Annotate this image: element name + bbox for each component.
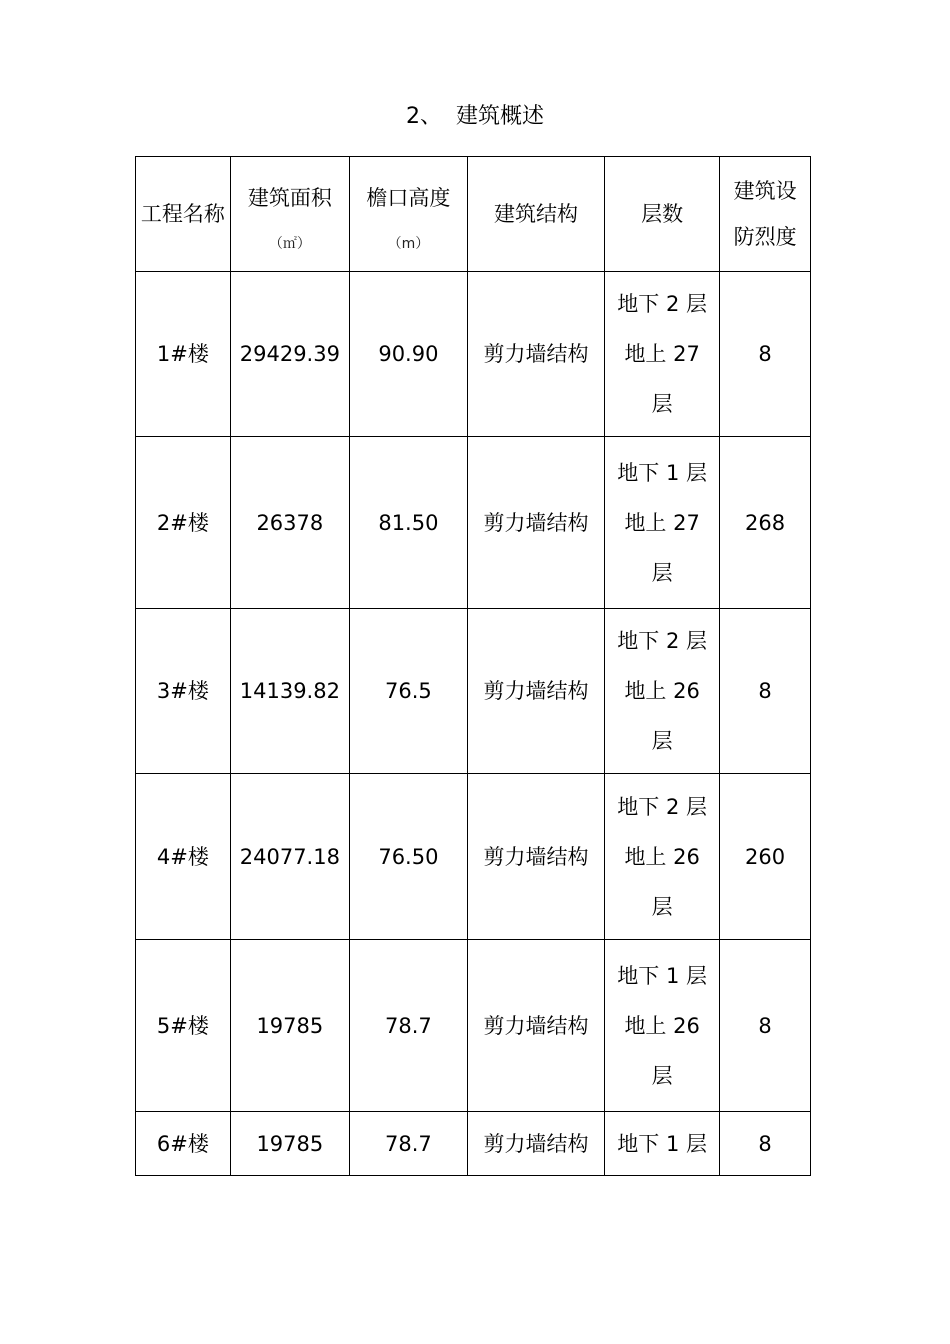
header-floors: 层数: [605, 157, 720, 272]
table-header-row: [136, 157, 811, 272]
cell-floors: 地下 2 层 地上 27 层: [605, 272, 720, 437]
cell-area: 24077.18: [230, 774, 349, 940]
cell-area: 14139.82: [230, 609, 349, 774]
header-eave-height: 檐口高度 （m）: [349, 157, 467, 272]
cell-name: 5#楼: [136, 940, 231, 1112]
cell-structure: 剪力墙结构: [467, 1112, 604, 1176]
cell-intensity: 8: [720, 272, 811, 437]
cell-height: 78.7: [349, 940, 467, 1112]
section-title: 建筑概述: [455, 104, 544, 129]
cell-floors: 地下 2 层 地上 26 层: [605, 609, 720, 774]
cell-height: 90.90: [349, 272, 467, 437]
cell-structure: 剪力墙结构: [467, 774, 604, 940]
cell-name: 6#楼: [136, 1112, 231, 1176]
cell-floors: 地下 1 层 地上 27 层: [605, 437, 720, 609]
table-row: [136, 1112, 811, 1176]
table-row: [136, 437, 811, 609]
cell-name: 4#楼: [136, 774, 231, 940]
cell-intensity: 8: [720, 1112, 811, 1176]
cell-area: 29429.39: [230, 272, 349, 437]
cell-intensity: 260: [720, 774, 811, 940]
cell-intensity: 8: [720, 609, 811, 774]
header-height-unit: （m）: [387, 236, 430, 252]
cell-structure: 剪力墙结构: [467, 437, 604, 609]
cell-height: 76.50: [349, 774, 467, 940]
cell-intensity: 8: [720, 940, 811, 1112]
cell-area: 26378: [230, 437, 349, 609]
table-row: [136, 774, 811, 940]
cell-intensity: 268: [720, 437, 811, 609]
section-number: 2、: [405, 104, 442, 129]
building-overview-table: [135, 156, 811, 1176]
cell-area: 19785: [230, 1112, 349, 1176]
cell-floors: 地下 2 层 地上 26 层: [605, 774, 720, 940]
cell-height: 78.7: [349, 1112, 467, 1176]
header-structure: 建筑结构: [467, 157, 604, 272]
cell-floors: 地下 1 层 地上 26 层: [605, 940, 720, 1112]
cell-structure: 剪力墙结构: [467, 940, 604, 1112]
table-row: [136, 940, 811, 1112]
cell-height: 76.5: [349, 609, 467, 774]
cell-name: 2#楼: [136, 437, 231, 609]
cell-area: 19785: [230, 940, 349, 1112]
cell-floors: 地下 1 层: [605, 1112, 720, 1176]
section-heading: [0, 100, 950, 134]
header-project-name: 工程名称: [136, 157, 231, 272]
table-row: [136, 609, 811, 774]
cell-structure: 剪力墙结构: [467, 272, 604, 437]
cell-height: 81.50: [349, 437, 467, 609]
table-row: [136, 272, 811, 437]
header-seismic-intensity: 建筑设防烈度: [720, 157, 811, 272]
cell-structure: 剪力墙结构: [467, 609, 604, 774]
cell-name: 3#楼: [136, 609, 231, 774]
cell-name: 1#楼: [136, 272, 231, 437]
header-building-area: 建筑面积 （㎡）: [230, 157, 349, 272]
header-area-unit: （㎡）: [268, 236, 311, 252]
